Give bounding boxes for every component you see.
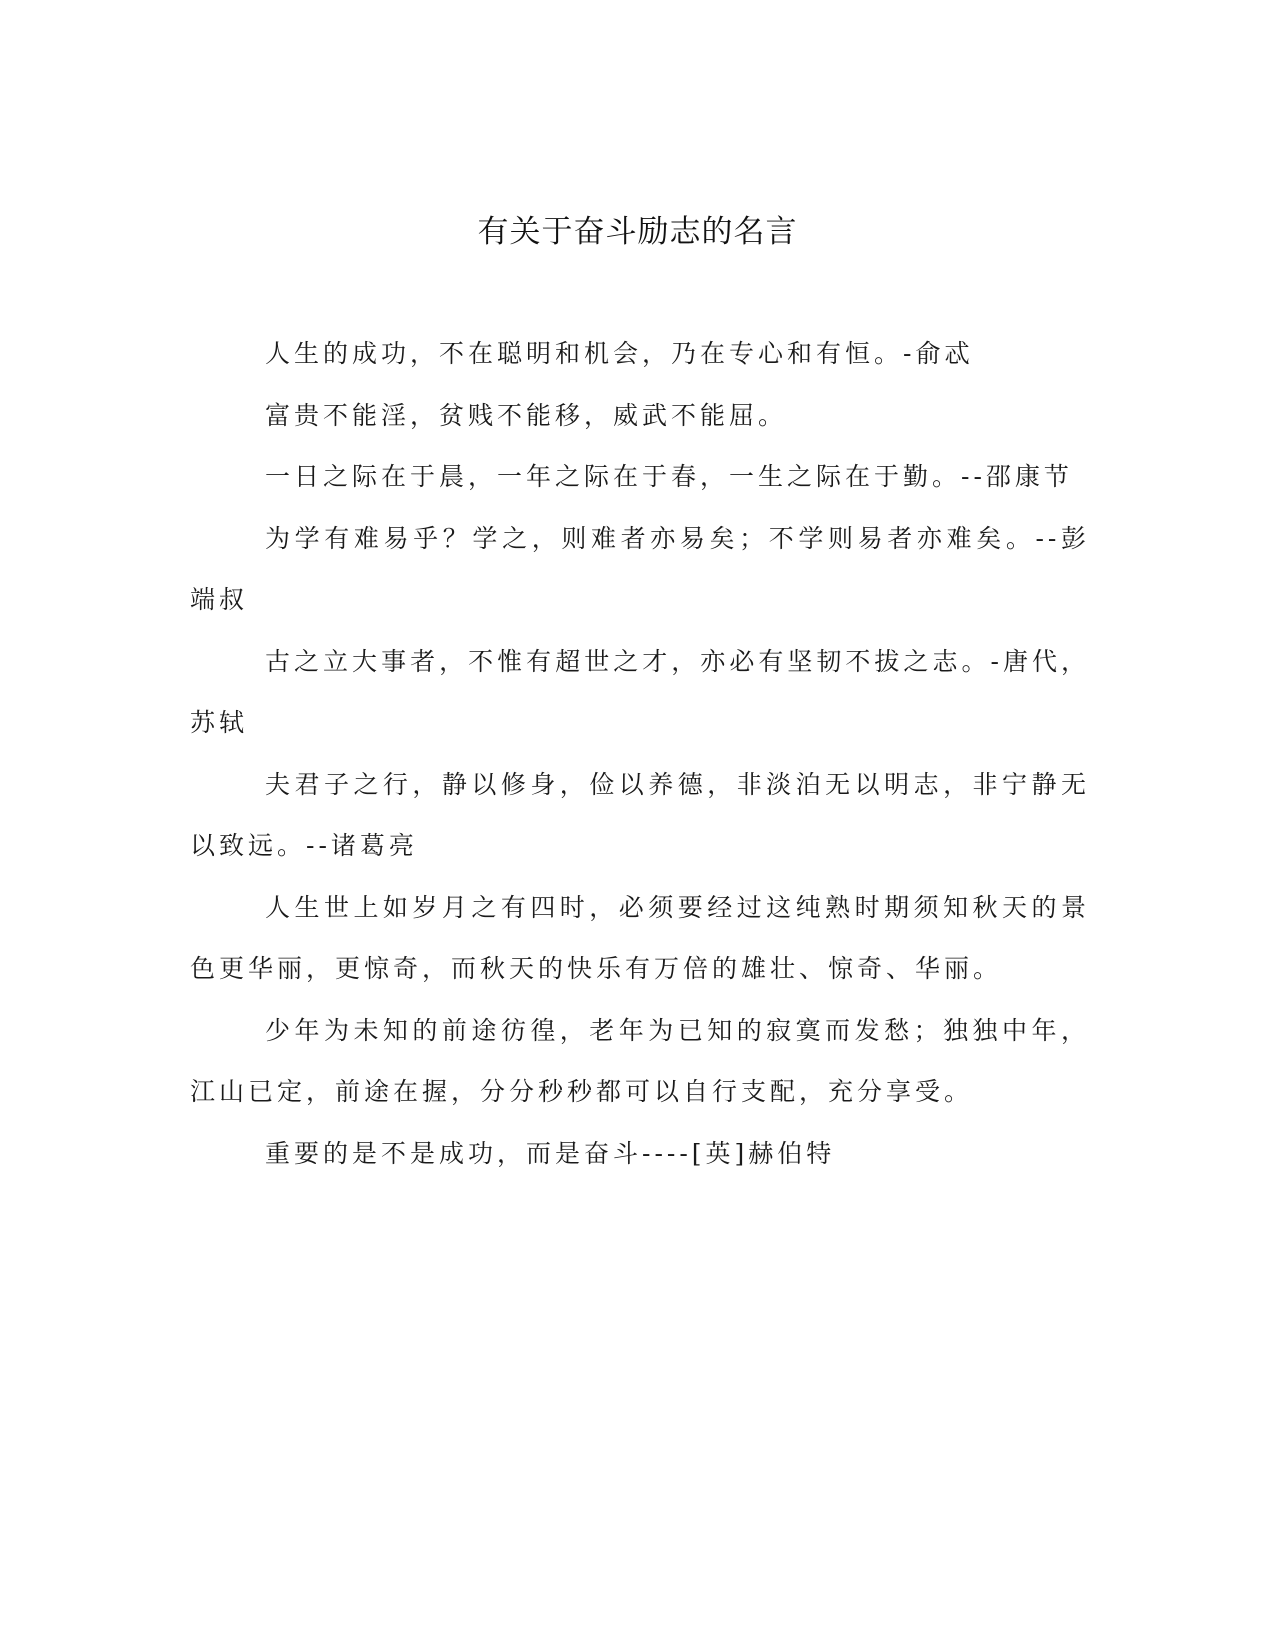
document-title: 有关于奋斗励志的名言: [477, 214, 798, 250]
quote-paragraph: 古之立大事者，不惟有超世之才，亦必有坚韧不拔之志。-唐代，苏轼: [190, 646, 1090, 737]
quote-paragraph: 人生的成功，不在聪明和机会，乃在专心和有恒。-俞忒: [265, 339, 974, 368]
quote-paragraph: 少年为未知的前途彷徨，老年为已知的寂寞而发愁；独独中年，江山已定，前途在握，分分秒秒都可以自行支配，充分享受。: [190, 1015, 1090, 1106]
quote-paragraph: 为学有难易乎？学之，则难者亦易矣；不学则易者亦难矣。--彭端叔: [190, 523, 1090, 614]
quote-paragraph: 夫君子之行，静以修身，俭以养德，非淡泊无以明志，非宁静无以致远。--诸葛亮: [190, 769, 1090, 860]
quote-paragraph: 重要的是不是成功，而是奋斗----[英]赫伯特: [265, 1138, 836, 1168]
document-body: [190, 323, 1090, 1184]
quote-paragraph: 人生世上如岁月之有四时，必须要经过这纯熟时期须知秋天的景色更华丽，更惊奇，而秋天的快乐有万倍的雄壮、惊奇、华丽。: [190, 892, 1090, 983]
quote-paragraph: 一日之际在于晨，一年之际在于春，一生之际在于勤。--邵康节: [265, 462, 1073, 491]
quote-paragraph: 富贵不能淫，贫贱不能移，威武不能屈。: [265, 400, 788, 430]
